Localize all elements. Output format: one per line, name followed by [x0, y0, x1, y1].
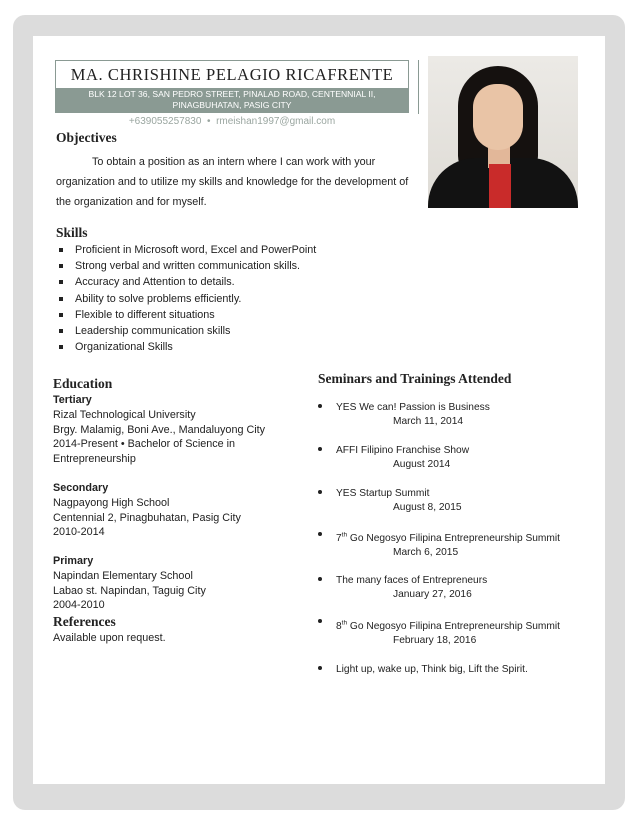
- seminars-list: [318, 400, 598, 677]
- tertiary-course-cont: Entrepreneurship: [53, 453, 136, 466]
- skills-list: [56, 242, 316, 355]
- list-item: YES We can! Passion is Business March 11, 2014: [318, 400, 598, 429]
- list-item: Ability to solve problems efficiently.: [56, 291, 316, 307]
- primary-address: Labao st. Napindan, Taguig City: [53, 584, 206, 597]
- list-item: Strong verbal and written communication skills.: [56, 258, 316, 274]
- name-box: [55, 60, 409, 89]
- education-primary: [53, 554, 303, 613]
- contact-line: [55, 116, 409, 127]
- list-item: AFFI Filipino Franchise Show August 2014: [318, 443, 598, 472]
- list-item: Accuracy and Attention to details.: [56, 274, 316, 290]
- tertiary-label: Tertiary: [53, 394, 92, 406]
- secondary-school: Nagpayong High School: [53, 496, 170, 509]
- primary-school: Napindan Elementary School: [53, 569, 193, 582]
- header-divider: [418, 60, 419, 114]
- list-item: Organizational Skills: [56, 339, 316, 355]
- objectives-text: To obtain a position as an intern where I can work with your organization and to utilize my skills and knowledge for the development of the organization and for myself.: [56, 156, 409, 208]
- applicant-name: MA. CHRISHINE PELAGIO RICAFRENTE: [70, 65, 394, 84]
- seminars-heading: Seminars and Trainings Attended: [318, 371, 512, 386]
- email-address: rmeishan1997@gmail.com: [216, 116, 336, 127]
- address-bar: [55, 88, 409, 113]
- secondary-address: Centennial 2, Pinagbuhatan, Pasig City: [53, 511, 241, 524]
- tertiary-school: Rizal Technological University: [53, 408, 196, 421]
- primary-years: 2004-2010: [53, 599, 105, 612]
- profile-photo: [428, 56, 578, 208]
- education-heading: Education: [53, 376, 113, 391]
- references-heading: References: [53, 614, 116, 629]
- phone-number: +639055257830: [128, 116, 202, 127]
- education-tertiary: [53, 393, 303, 467]
- education-secondary: [53, 481, 303, 540]
- list-item: 8th Go Negosyo Filipina Entrepreneurship Summit February 18, 2016: [318, 615, 598, 647]
- secondary-years: 2010-2014: [53, 526, 105, 539]
- tertiary-years-course: 2014-Present • Bachelor of Science in: [53, 438, 236, 451]
- list-item: Light up, wake up, Think big, Lift the Spirit.: [318, 662, 598, 677]
- address-line-2: PINAGBUHATAN, PASIG CITY: [172, 100, 292, 110]
- secondary-label: Secondary: [53, 482, 109, 494]
- list-item: Flexible to different situations: [56, 307, 316, 323]
- skills-heading: Skills: [56, 225, 88, 240]
- list-item: Leadership communication skills: [56, 323, 316, 339]
- address-line-1: BLK 12 LOT 36, SAN PEDRO STREET, PINALAD ROAD, CENTENNIAL II,: [88, 89, 376, 99]
- list-item: The many faces of Entrepreneurs January 27, 2016: [318, 573, 598, 602]
- references-text: Available upon request.: [53, 632, 166, 644]
- list-item: YES Startup Summit August 8, 2015: [318, 486, 598, 515]
- objectives-heading: Objectives: [56, 130, 117, 145]
- list-item: 7th Go Negosyo Filipina Entrepreneurship Summit March 6, 2015: [318, 528, 598, 560]
- list-item: Proficient in Microsoft word, Excel and PowerPoint: [56, 242, 316, 258]
- primary-label: Primary: [53, 555, 94, 567]
- contact-separator: •: [206, 116, 211, 127]
- tertiary-address: Brgy. Malamig, Boni Ave., Mandaluyong City: [53, 423, 266, 436]
